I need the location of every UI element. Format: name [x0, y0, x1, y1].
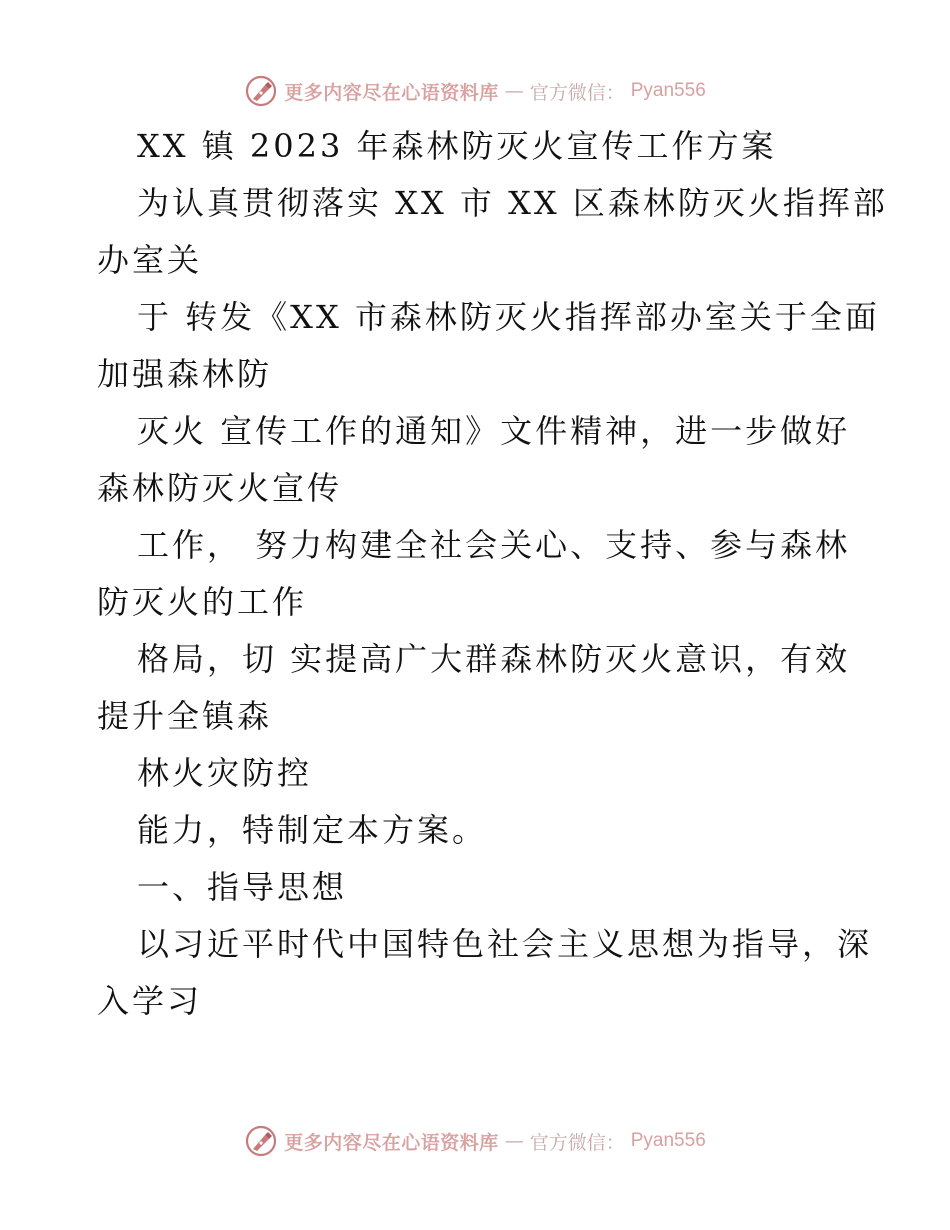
- text-line: 森林防灭火宣传: [97, 469, 343, 507]
- watermark-brand: 更多内容尽在心语资料库: [284, 1131, 499, 1154]
- header-watermark: [0, 71, 950, 111]
- text-line: 提升全镇森: [97, 697, 273, 735]
- text-line: 能力，特制定本方案。: [137, 811, 488, 849]
- watermark-brand: 更多内容尽在心语资料库: [284, 81, 499, 104]
- text-line: 一、指导思想: [137, 868, 348, 906]
- text-line: 加强森林防: [97, 355, 273, 393]
- watermark-wechat-label: 官方微信：: [529, 1131, 625, 1154]
- text-line: 以习近平时代中国特色社会主义思想为指导，深: [137, 925, 873, 963]
- text-line: 工作， 努力构建全社会关心、支持、参与森林: [137, 526, 851, 564]
- text-line: 格局，切 实提高广大群森林防灭火意识，有效: [137, 640, 851, 678]
- watermark-separator: —: [504, 1130, 524, 1152]
- footer-watermark: [0, 1121, 950, 1161]
- text-line: 防灭火的工作: [97, 583, 308, 621]
- pen-nib-logo-icon: [244, 1124, 278, 1158]
- document-body: [97, 118, 888, 1030]
- watermark-wechat-id: Pyan556: [630, 80, 706, 101]
- watermark-wechat-label: 官方微信：: [529, 81, 625, 104]
- text-line: 办室关: [97, 241, 203, 279]
- watermark-separator: —: [504, 80, 524, 102]
- text-line: 林火灾防控: [137, 754, 313, 792]
- text-line: XX 镇 2023 年森林防灭火宣传工作方案: [137, 127, 777, 165]
- text-line: 于 转发《XX 市森林防灭火指挥部办室关于全面: [137, 298, 880, 336]
- text-line: 为认真贯彻落实 XX 市 XX 区森林防灭火指挥部: [137, 184, 888, 222]
- watermark-wechat-id: Pyan556: [630, 1130, 706, 1151]
- pen-nib-logo-icon: [244, 74, 278, 108]
- text-line: 入学习: [97, 982, 203, 1020]
- text-line: 灭火 宣传工作的通知》文件精神，进一步做好: [137, 412, 851, 450]
